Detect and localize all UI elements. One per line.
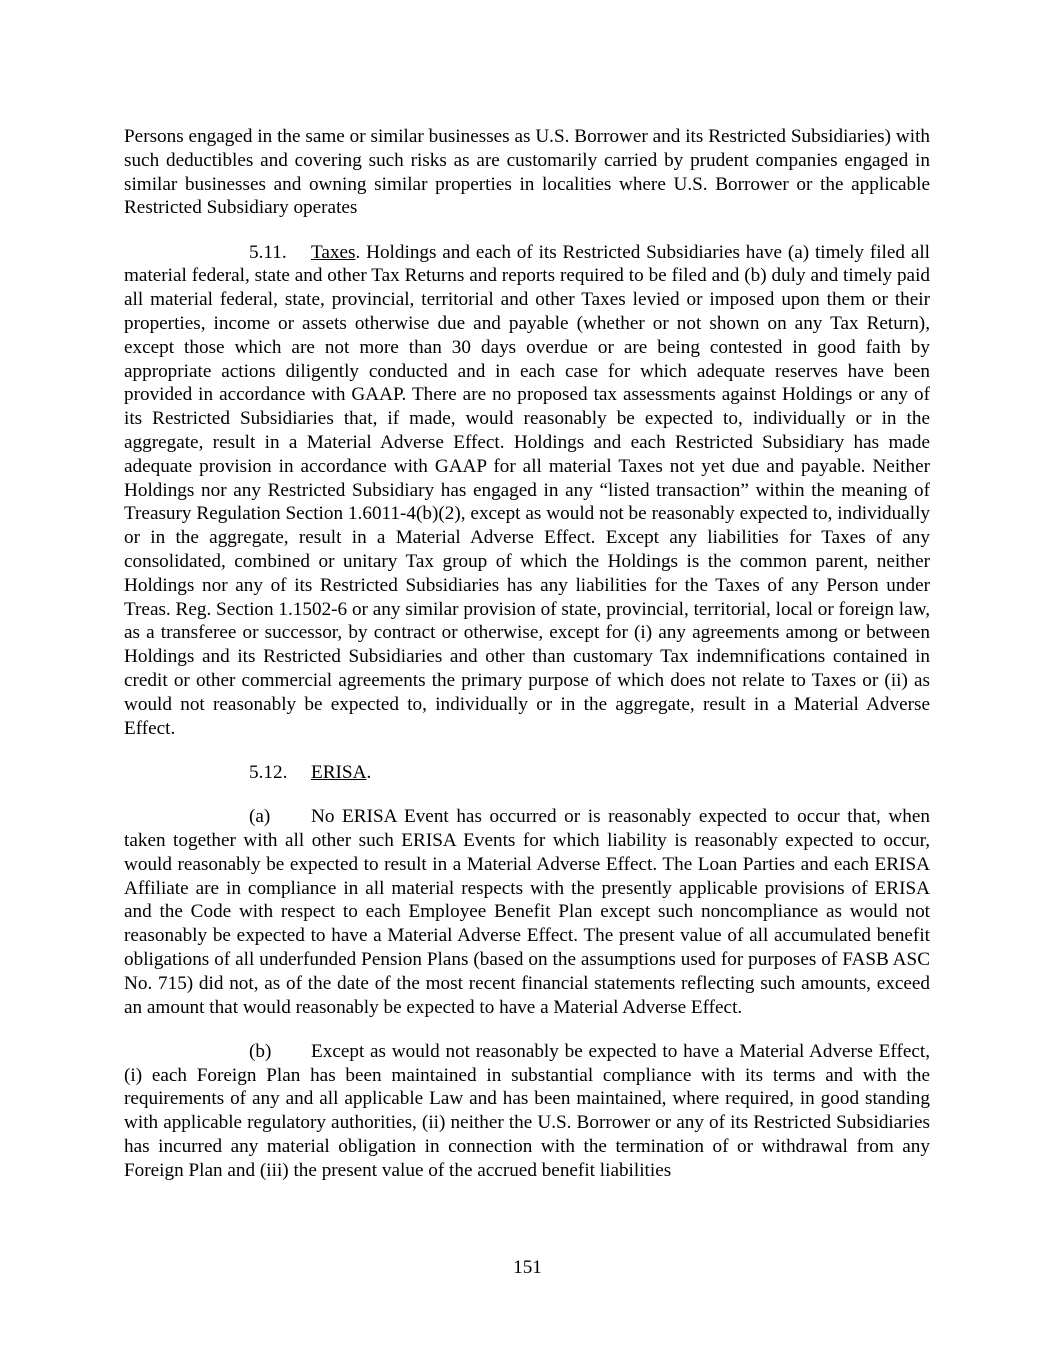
section-heading: Taxes [311, 241, 356, 263]
continuation-paragraph: Persons engaged in the same or similar businesses as U.S. Borrower and its Restricted Subsidiaries) with such deductibles and covering such risks as are customarily carried by prudent companies engaged in similar businesses and owning similar properties in localities where U.S. Borrower or the applicable Restricted Subsidiary operates [124, 126, 930, 219]
section-5-12-erisa: 5.12. ERISA. [249, 761, 372, 783]
clause-body: Except as would not reasonably be expected to have a Material Adverse Effect, (i) each Foreign Plan has been maintained in substantial compliance with its terms and with the requirements of any and all applicable Law and has been maintained, where required, in good standing with applicable regulatory authorities, (ii) neither the U.S. Borrower or any of its Restricted Subsidiaries has incurred any material obligation in connection with the termination of or withdrawal from any Foreign Plan and (iii) the present value of the accrued benefit liabilities [124, 1040, 930, 1181]
page-number: 151 [513, 1257, 542, 1278]
clause-a-paragraph [124, 805, 930, 1019]
section-number: 5.12. [249, 761, 288, 783]
clause-label: (b) [249, 1040, 272, 1062]
clause-label: (a) [249, 806, 271, 828]
section-number: 5.11. [249, 241, 287, 263]
clause-b-paragraph [124, 1040, 930, 1183]
document-page [124, 125, 930, 1203]
clause-body: No ERISA Event has occurred or is reasonably expected to occur that, when taken together with all other such ERISA Events for which liability is reasonably expected to occur, would reasonably be expected to result in a Material Adverse Effect. The Loan Parties and each ERISA Affiliate are in compliance in all material respects with the presently applicable provisions of ERISA and the Code with respect to each Employee Benefit Plan except such noncompliance as would not reasonably be expected to have a Material Adverse Effect. The present value of all accumulated benefit obligations of all underfunded Pension Plans (based on the assumptions used for purposes of FASB ASC No. 715) did not, as of the date of the most recent financial statements reflecting such amounts, exceed an amount that would reasonably be expected to have a Material Adverse Effect. [124, 806, 930, 1018]
section-5-11-taxes: 5.11. Taxes. Holdings and each of its Restricted Subsidiaries have (a) timely filed all material federal, state and other Tax Returns and reports required to be filed and (b) duly and timely paid all material federal, state, provincial, territorial and other Taxes levied or imposed upon them or their properties, income or assets otherwise due and payable (whether or not shown on any Tax Return), except those which are not more than 30 days overdue or are being contested in good faith by appropriate actions diligently conducted and in each case for which adequate reserves have been provided in accordance with GAAP. There are no proposed tax assessments against Holdings or any of its Restricted Subsidiaries that, if made, would reasonably be expected to, individually or in the aggregate, result in a Material Adverse Effect. Holdings and each Restricted Subsidiary has made adequate provision in accordance with GAAP for all material Taxes not yet due and payable. Neither Holdings nor any Restricted Subsidiary has engaged in any “listed transaction” within the meaning of Treasury Regulation Section 1.6011-4(b)(2), except as would not be reasonably expected to, individually or in the aggregate, result in a Material Adverse Effect. Except any liabilities for Taxes of any consolidated, combined or unitary Tax group of which the Holdings is the common parent, neither Holdings nor any of its Restricted Subsidiaries has any liabilities for the Taxes of any Person under Treas. Reg. Section 1.1502-6 or any similar provision of state, provincial, territorial, local or foreign law, as a transferee or successor, by contract or otherwise, except for (i) any agreements among or between Holdings and its Restricted Subsidiaries and other than customary Tax indemnifications contained in credit or other commercial agreements the primary purpose of which does not relate to Taxes or (ii) as would not reasonably be expected to, individually or in the aggregate, result in a Material Adverse Effect. [124, 241, 930, 739]
section-heading: ERISA [311, 761, 367, 783]
section-body: Holdings and each of its Restricted Subsidiaries have (a) timely filed all material federal, state and other Tax Returns and reports required to be filed and (b) duly and timely paid all material federal, state, provincial, territorial and other Taxes levied or imposed upon them or their properties, income or assets otherwise due and payable (whether or not shown on any Tax Return), except those which are not more than 30 days overdue or are being contested in good faith by appropriate actions diligently conducted and in each case for which adequate reserves have been provided in accordance with GAAP. There are no proposed tax assessments against Holdings or any of its Restricted Subsidiaries that, if made, would reasonably be expected to, individually or in the aggregate, result in a Material Adverse Effect. Holdings and each Restricted Subsidiary has made adequate provision in accordance with GAAP for all material Taxes not yet due and payable. Neither Holdings nor any Restricted Subsidiary has engaged in any “listed transaction” within the meaning of Treasury Regulation Section 1.6011-4(b)(2), except as would not be reasonably expected to, individually or in the aggregate, result in a Material Adverse Effect. Except any liabilities for Taxes of any consolidated, combined or unitary Tax group of which the Holdings is the common parent, neither Holdings nor any of its Restricted Subsidiaries has any liabilities for the Taxes of any Person under Treas. Reg. Section 1.1502-6 or any similar provision of state, provincial, territorial, local or foreign law, as a transferee or successor, by contract or otherwise, except for (i) any agreements among or between Holdings and its Restricted Subsidiaries and other than customary Tax indemnifications contained in credit or other commercial agreements the primary purpose of which does not relate to Taxes or (ii) as would not reasonably be expected to, individually or in the aggregate, result in a Material Adverse Effect. [124, 241, 930, 739]
